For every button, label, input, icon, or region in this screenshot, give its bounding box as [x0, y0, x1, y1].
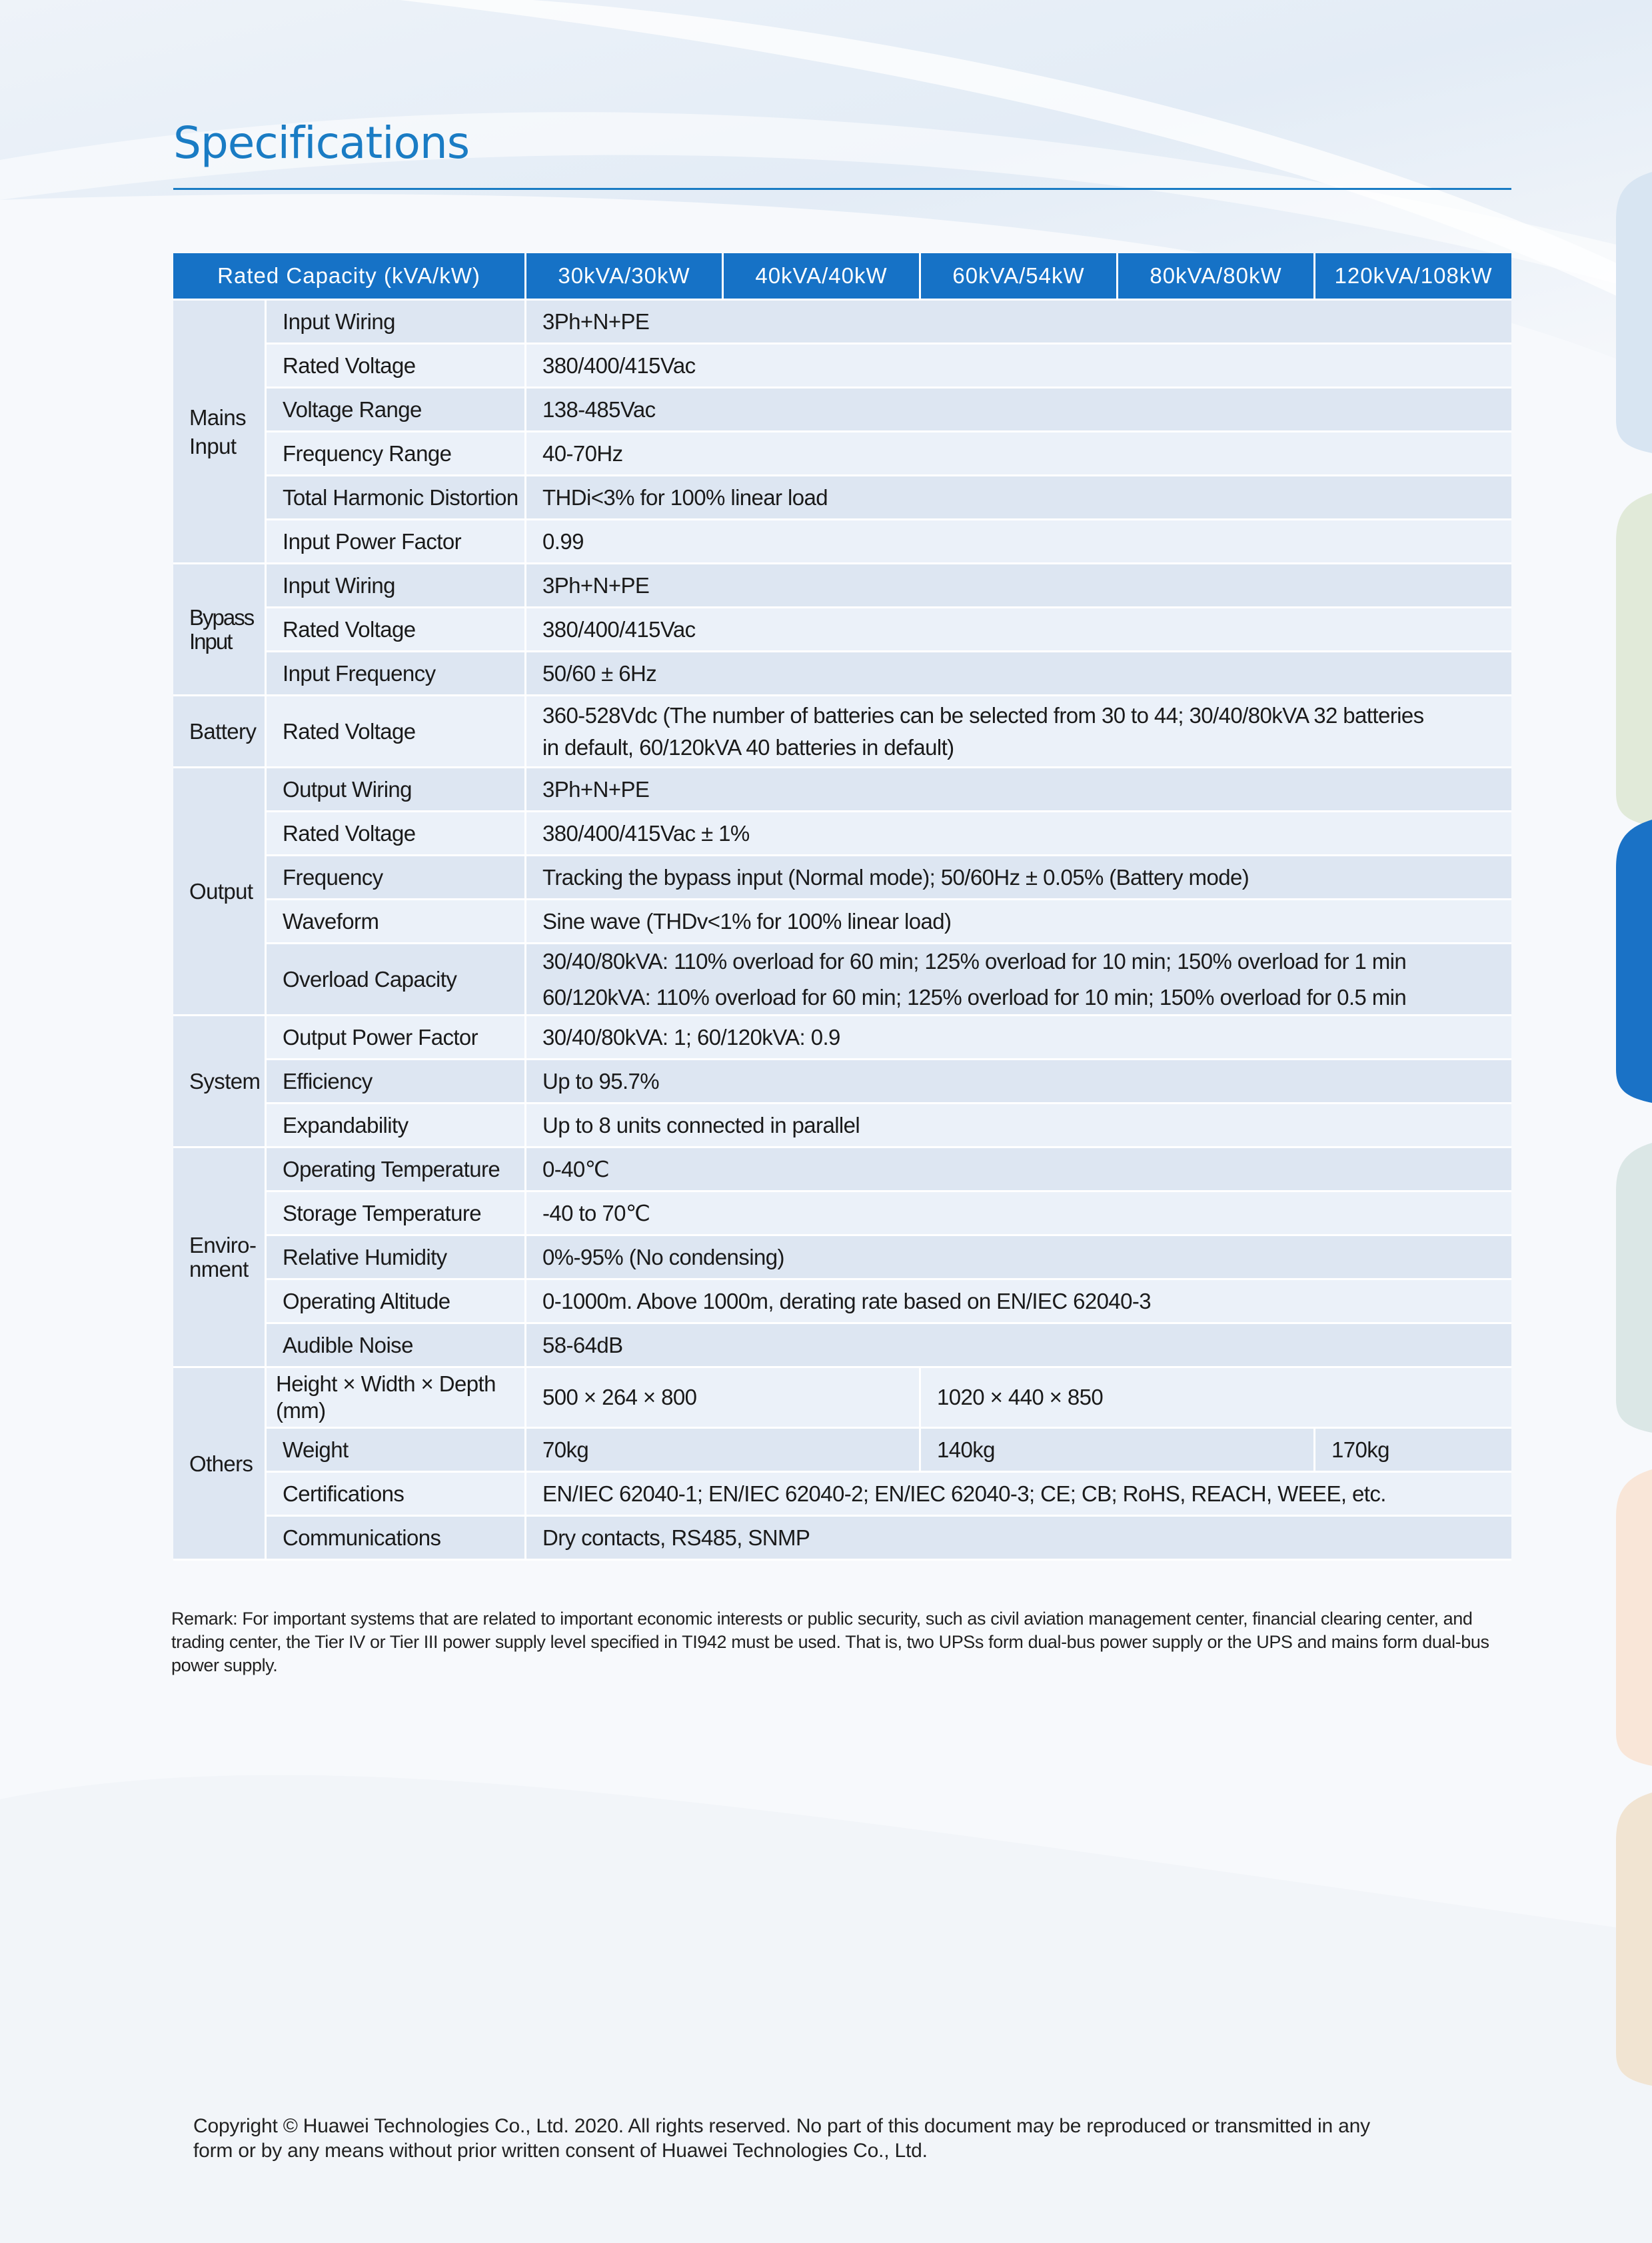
group-label-line: Enviro-: [189, 1232, 257, 1257]
param-value: 140kg: [921, 1429, 1315, 1473]
param-value: EN/IEC 62040-1; EN/IEC 62040-2; EN/IEC 62040-3; CE; CB; RoHS, REACH, WEEE, etc.: [526, 1473, 1511, 1517]
param-label: Storage Temperature: [267, 1192, 526, 1236]
table-row: [173, 1324, 1511, 1368]
rated-capacity-header: Rated Capacity (kVA/kW): [173, 253, 526, 301]
param-label: Input Wiring: [267, 301, 526, 345]
table-row: [173, 856, 1511, 900]
param-label: Operating Temperature: [267, 1148, 526, 1192]
table-row: [173, 696, 1511, 768]
side-tab-6: [1616, 1793, 1652, 2086]
param-value: 70kg: [526, 1429, 921, 1473]
param-value: 380/400/415Vac ± 1%: [526, 812, 1511, 856]
table-row: [173, 1192, 1511, 1236]
side-tab-2: [1616, 493, 1652, 826]
table-row: [173, 768, 1511, 812]
remark-note: Remark: For important systems that are related to important economic interests or public security, such as civil aviation management center, financial clearing center, and trading center, the Tier IV or Tier III power supply level specified in TI942 must be used. That is, two UPSs form dual-bus power supply or the UPS and mains form dual-bus power supply.: [171, 1609, 1489, 1675]
table-row: [173, 1368, 1511, 1429]
param-label: Rated Voltage: [267, 696, 526, 768]
param-value: 50/60 ± 6Hz: [526, 652, 1511, 696]
group-label-battery: Battery: [173, 696, 267, 768]
title-divider: [173, 188, 1511, 190]
specifications-table: [173, 253, 1511, 1561]
table-row: [173, 520, 1511, 564]
param-label: Input Frequency: [267, 652, 526, 696]
side-tab-5: [1616, 1469, 1652, 1766]
table-row: [173, 1104, 1511, 1148]
param-value-large-models: 1020 × 440 × 850: [921, 1368, 1511, 1429]
model-header: 80kVA/80kW: [1118, 253, 1315, 301]
table-row: [173, 1060, 1511, 1104]
table-row: [173, 1429, 1511, 1473]
param-label: Relative Humidity: [267, 1236, 526, 1280]
param-label-line: Height × Width × Depth: [276, 1371, 496, 1396]
param-value: 0%-95% (No condensing): [526, 1236, 1511, 1280]
side-tab-3-active: [1616, 820, 1652, 1103]
param-value: [526, 696, 1511, 768]
param-label: Certifications: [267, 1473, 526, 1517]
param-label: Overload Capacity: [267, 944, 526, 1016]
param-label: [267, 1368, 526, 1429]
table-row: [173, 1016, 1511, 1060]
param-label: Rated Voltage: [267, 608, 526, 652]
group-label-mains-input: Mains Input: [173, 301, 267, 564]
footer-line: form or by any means without prior written consent of Huawei Technologies Co., Ltd.: [193, 2140, 928, 2162]
group-label-system: System: [173, 1016, 267, 1148]
param-value: THDi<3% for 100% linear load: [526, 476, 1511, 520]
param-label: Rated Voltage: [267, 812, 526, 856]
group-label-others: Others: [173, 1368, 267, 1561]
group-label-environment: [173, 1148, 267, 1368]
param-value: -40 to 70℃: [526, 1192, 1511, 1236]
table-row: [173, 388, 1511, 432]
param-value: 0-1000m. Above 1000m, derating rate based on EN/IEC 62040-3: [526, 1280, 1511, 1324]
param-label: Efficiency: [267, 1060, 526, 1104]
param-label: Waveform: [267, 900, 526, 944]
table-row: [173, 345, 1511, 388]
param-label: Voltage Range: [267, 388, 526, 432]
group-label-line: nment: [189, 1256, 249, 1281]
table-row: [173, 564, 1511, 608]
table-row: [173, 944, 1511, 1016]
param-label: Operating Altitude: [267, 1280, 526, 1324]
param-value: Dry contacts, RS485, SNMP: [526, 1517, 1511, 1561]
side-tab-4: [1616, 1143, 1652, 1433]
group-label-bypass-input: Bypass Input: [173, 564, 267, 696]
param-value: 0-40℃: [526, 1148, 1511, 1192]
param-label: Output Wiring: [267, 768, 526, 812]
group-label-output: Output: [173, 768, 267, 1016]
param-value: 138-485Vac: [526, 388, 1511, 432]
table-row: [173, 608, 1511, 652]
table-row: [173, 652, 1511, 696]
param-label: Frequency: [267, 856, 526, 900]
param-value: 30/40/80kVA: 1; 60/120kVA: 0.9: [526, 1016, 1511, 1060]
table-row: [173, 432, 1511, 476]
table-row: [173, 476, 1511, 520]
param-value: Tracking the bypass input (Normal mode); 50/60Hz ± 0.05% (Battery mode): [526, 856, 1511, 900]
param-value: 3Ph+N+PE: [526, 768, 1511, 812]
param-value: 170kg: [1315, 1429, 1511, 1473]
param-value: 380/400/415Vac: [526, 608, 1511, 652]
param-value: 40-70Hz: [526, 432, 1511, 476]
side-tab-1: [1616, 172, 1652, 453]
footer-line: Copyright © Huawei Technologies Co., Ltd. 2020. All rights reserved. No part of this document may be reproduced or transmitted in any: [193, 2115, 1370, 2137]
table-row: [173, 1517, 1511, 1561]
param-value: [526, 944, 1511, 1016]
param-label: Output Power Factor: [267, 1016, 526, 1060]
model-header: 120kVA/108kW: [1315, 253, 1511, 301]
param-value: Sine wave (THDv<1% for 100% linear load): [526, 900, 1511, 944]
model-header: 60kVA/54kW: [921, 253, 1118, 301]
param-label: Total Harmonic Distortion: [267, 476, 526, 520]
table-row: [173, 812, 1511, 856]
param-label: Input Power Factor: [267, 520, 526, 564]
param-value: 0.99: [526, 520, 1511, 564]
table-row: [173, 1473, 1511, 1517]
param-value: Up to 8 units connected in parallel: [526, 1104, 1511, 1148]
param-label: Rated Voltage: [267, 345, 526, 388]
table-row: [173, 900, 1511, 944]
model-header: 40kVA/40kW: [724, 253, 921, 301]
param-value-line: 30/40/80kVA: 110% overload for 60 min; 125% overload for 10 min; 150% overload for 1 min: [542, 948, 1407, 974]
table-header-row: [173, 253, 1511, 301]
param-value: 3Ph+N+PE: [526, 301, 1511, 345]
page-title: Specifications: [173, 117, 470, 169]
param-label: Audible Noise: [267, 1324, 526, 1368]
param-value: Up to 95.7%: [526, 1060, 1511, 1104]
param-value: 380/400/415Vac: [526, 345, 1511, 388]
param-label-line: (mm): [276, 1398, 326, 1423]
table-row: [173, 1280, 1511, 1324]
param-value-line: in default, 60/120kVA 40 batteries in default): [542, 734, 954, 760]
param-value: 3Ph+N+PE: [526, 564, 1511, 608]
copyright-footer: [193, 2114, 1513, 2163]
param-value: 58-64dB: [526, 1324, 1511, 1368]
param-label: Frequency Range: [267, 432, 526, 476]
param-label: Weight: [267, 1429, 526, 1473]
param-label: Communications: [267, 1517, 526, 1561]
table-row: [173, 1148, 1511, 1192]
param-value-small-models: 500 × 264 × 800: [526, 1368, 921, 1429]
model-header: 30kVA/30kW: [526, 253, 724, 301]
param-label: Expandability: [267, 1104, 526, 1148]
param-value-line: 60/120kVA: 110% overload for 60 min; 125% overload for 10 min; 150% overload for 0.5 min: [542, 984, 1407, 1010]
table-row: [173, 1236, 1511, 1280]
param-label: Input Wiring: [267, 564, 526, 608]
table-row: [173, 301, 1511, 345]
param-value-line: 360-528Vdc (The number of batteries can be selected from 30 to 44; 30/40/80kVA 32 batteries: [542, 702, 1424, 728]
